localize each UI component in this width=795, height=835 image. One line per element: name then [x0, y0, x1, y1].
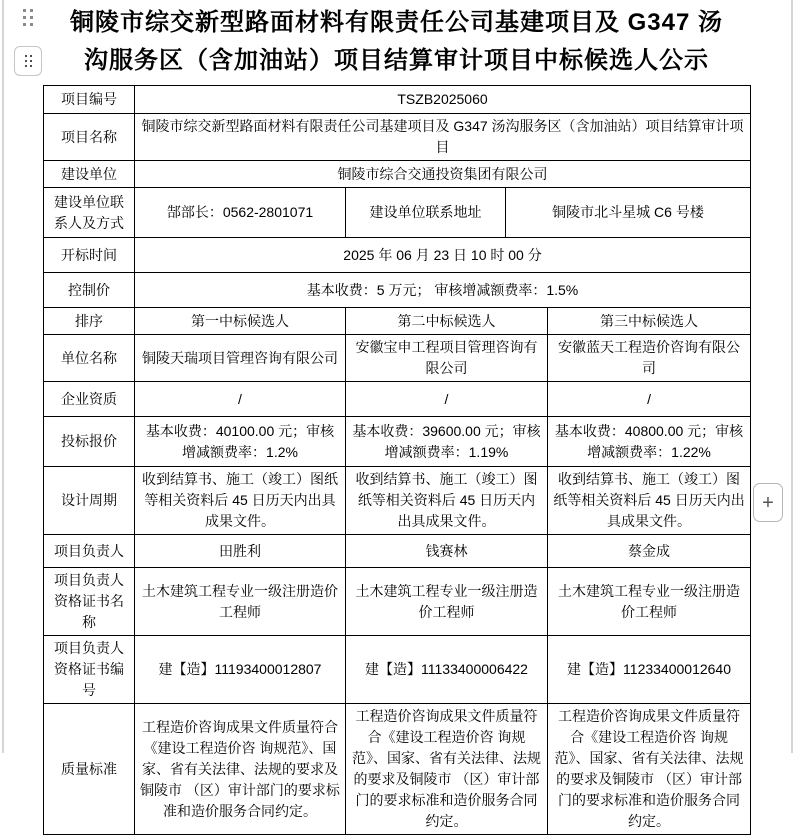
page-edge-line	[2, 0, 4, 753]
candidate-cell: 建【造】11193400012807	[135, 636, 346, 704]
candidate-cell: 工程造价咨询成果文件质量符合《建设工程造价咨 询规范》、国家、省有关法律、法规的要求及铜陵市 （区）审计部门的要求标准和造价服务合同约定。	[346, 704, 548, 835]
candidate-cell: /	[548, 382, 751, 417]
block-handle-button[interactable]	[14, 46, 42, 76]
candidate-cell: 安徽宝申工程项目管理咨询有限公司	[346, 335, 548, 382]
table-row	[44, 382, 751, 417]
candidate-cell: 收到结算书、施工（竣工）图纸等相关资料后 45 日历天内出具成果文件。	[548, 467, 751, 535]
row-value: 基本收费：5 万元； 审核增减额费率：1.5%	[135, 273, 751, 308]
row-label: 控制价	[44, 273, 135, 308]
candidate-cell: 蔡金成	[548, 535, 751, 568]
row-label: 建设单位联系人及方式	[44, 188, 135, 238]
table-row	[44, 568, 751, 636]
contact-cell: 建设单位联系地址	[346, 188, 506, 238]
row-label: 项目名称	[44, 114, 135, 161]
candidate-cell: 基本收费：39600.00 元；审核增减额费率：1.19%	[346, 417, 548, 467]
candidate-cell: 基本收费：40800.00 元；审核增减额费率：1.22%	[548, 417, 751, 467]
candidate-cell: 建【造】11133400006422	[346, 636, 548, 704]
candidate-cell: 收到结算书、施工（竣工）图纸等相关资料后 45 日历天内出具成果文件。	[135, 467, 346, 535]
candidate-cell: 铜陵天瑞项目管理咨询有限公司	[135, 335, 346, 382]
table-row	[44, 114, 751, 161]
table-row	[44, 467, 751, 535]
candidate-cell: 收到结算书、施工（竣工）图纸等相关资料后 45 日历天内出具成果文件。	[346, 467, 548, 535]
table-row	[44, 273, 751, 308]
page-title	[43, 4, 750, 80]
row-label: 建设单位	[44, 161, 135, 188]
table-row	[44, 308, 751, 335]
row-label: 项目编号	[44, 86, 135, 114]
row-label: 项目负责人	[44, 535, 135, 568]
candidate-cell: 第三中标候选人	[548, 308, 751, 335]
candidate-cell: 土木建筑工程专业一级注册造价工程师	[346, 568, 548, 636]
candidate-cell: 安徽蓝天工程造价咨询有限公司	[548, 335, 751, 382]
table-row	[44, 335, 751, 382]
row-label: 开标时间	[44, 238, 135, 273]
candidate-cell: 工程造价咨询成果文件质量符合《建设工程造价咨 询规范》、国家、省有关法律、法规的要求及铜陵市 （区）审计部门的要求标准和造价服务合同约定。	[548, 704, 751, 835]
candidate-cell: 工程造价咨询成果文件质量符合《建设工程造价咨 询规范》、国家、省有关法律、法规的要求及铜陵市 （区）审计部门的要求标准和造价服务合同约定。	[135, 704, 346, 835]
row-label: 企业资质	[44, 382, 135, 417]
page-title-line1: 铜陵市综交新型路面材料有限责任公司基建项目及 G347 汤	[69, 9, 724, 36]
table-row	[44, 704, 751, 835]
row-label: 项目负责人资格证书编号	[44, 636, 135, 704]
table-row	[44, 86, 751, 114]
row-label: 投标报价	[44, 417, 135, 467]
candidate-cell: 基本收费：40100.00 元；审核增减额费率：1.2%	[135, 417, 346, 467]
row-label: 排序	[44, 308, 135, 335]
candidate-cell: 第二中标候选人	[346, 308, 548, 335]
row-value: 铜陵市综交新型路面材料有限责任公司基建项目及 G347 汤沟服务区（含加油站）项目结算审计项目	[135, 114, 751, 161]
row-label: 设计周期	[44, 467, 135, 535]
table-row	[44, 636, 751, 704]
row-value: 铜陵市综合交通投资集团有限公司	[135, 161, 751, 188]
row-value: TSZB2025060	[135, 86, 751, 114]
scrollbar-track[interactable]	[791, 0, 793, 753]
block-drag-handle-icon[interactable]	[23, 9, 33, 26]
bid-notice-table	[43, 85, 751, 835]
add-block-button[interactable]	[753, 483, 783, 522]
candidate-cell: 土木建筑工程专业一级注册造价工程师	[548, 568, 751, 636]
candidate-cell: /	[135, 382, 346, 417]
plus-icon: +	[762, 491, 774, 514]
table-row	[44, 238, 751, 273]
candidate-cell: 建【造】11233400012640	[548, 636, 751, 704]
table-row	[44, 188, 751, 238]
table-row	[44, 535, 751, 568]
contact-cell: 铜陵市北斗星城 C6 号楼	[506, 188, 751, 238]
candidate-cell: /	[346, 382, 548, 417]
row-label: 单位名称	[44, 335, 135, 382]
candidate-cell: 土木建筑工程专业一级注册造价工程师	[135, 568, 346, 636]
table-row	[44, 417, 751, 467]
candidate-cell: 钱赛林	[346, 535, 548, 568]
contact-cell: 郜部长：0562-2801071	[135, 188, 346, 238]
drag-dots-icon	[25, 55, 32, 67]
candidate-cell: 田胜利	[135, 535, 346, 568]
row-value: 2025 年 06 月 23 日 10 时 00 分	[135, 238, 751, 273]
row-label: 质量标准	[44, 704, 135, 835]
candidate-cell: 第一中标候选人	[135, 308, 346, 335]
table-row	[44, 161, 751, 188]
row-label: 项目负责人资格证书名称	[44, 568, 135, 636]
page-title-line2: 沟服务区（含加油站）项目结算审计项目中标候选人公示	[84, 47, 709, 74]
